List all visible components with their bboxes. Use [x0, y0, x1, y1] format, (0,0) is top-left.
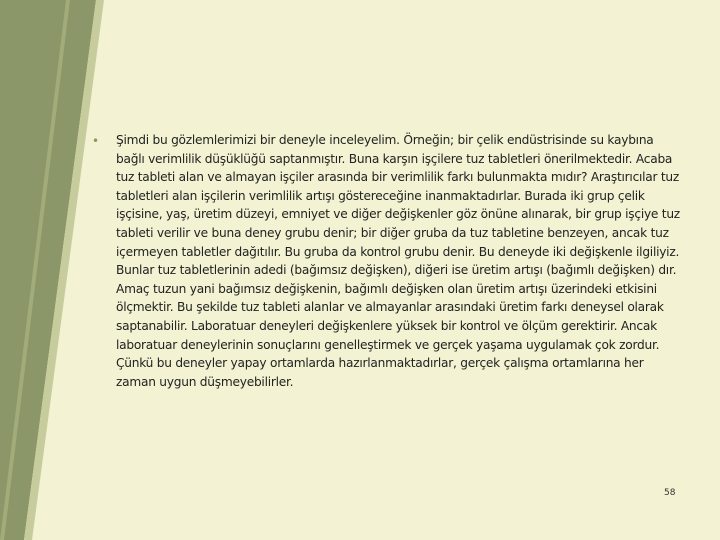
body-paragraph: Şimdi bu gözlemlerimizi bir deneyle inceleyelim. Örneğin; bir çelik endüstrisinde su kaybına bağlı verimlilik düşüklüğü saptanmıştır. Buna karşın işçilere tuz tabletleri önerilmektedir. Acaba tuz tableti alan ve almayan işçiler arasında bir verimlilik farkı bulunmakta mıdır? Araştırıcılar tuz tabletleri alan işçilerin verimlilik artışı göstereceğine inanmaktadırlar. Burada iki grup çelik işçisine, yaş, üretim düzeyi, emniyet ve diğer değişkenler göz önüne alınarak, bir grup işçiye tuz tableti verilir ve buna deney grubu denir; bir diğer gruba da tuz tabletine benzeyen, ancak tuz içermeyen tabletler dağıtılır. Bu gruba da kontrol grubu denir. Bu deneyde iki değişkenle ilgiliyiz. Bunlar tuz tabletlerinin adedi (bağımsız değişken), diğeri ise üretim artışı (bağımlı değişken) dır. Amaç tuzun yani bağımsız değişkenin, bağımlı değişken olan üretim artışı üzerindeki etkisini ölçmektir. Bu şekilde tuz tableti alanlar ve almayanlar arasındaki üretim farkı deneysel olarak saptanabilir. Laboratuar deneyleri değişkenlere yüksek bir kontrol ve ölçüm gerektirir. Ancak laboratuar deneylerinin sonuçlarını genelleştirmek ve gerçek yaşama uygulamak çok zordur. Çünkü bu deneyler yapay ortamlarda hazırlanmaktadırlar, gerçek çalışma ortamlarına her zaman uygun düşmeyebilirler.	[116, 133, 680, 389]
content-area	[92, 131, 687, 391]
bullet-icon: •	[92, 134, 100, 148]
slide-number: 58	[664, 488, 676, 498]
stripe-dark	[0, 0, 96, 540]
